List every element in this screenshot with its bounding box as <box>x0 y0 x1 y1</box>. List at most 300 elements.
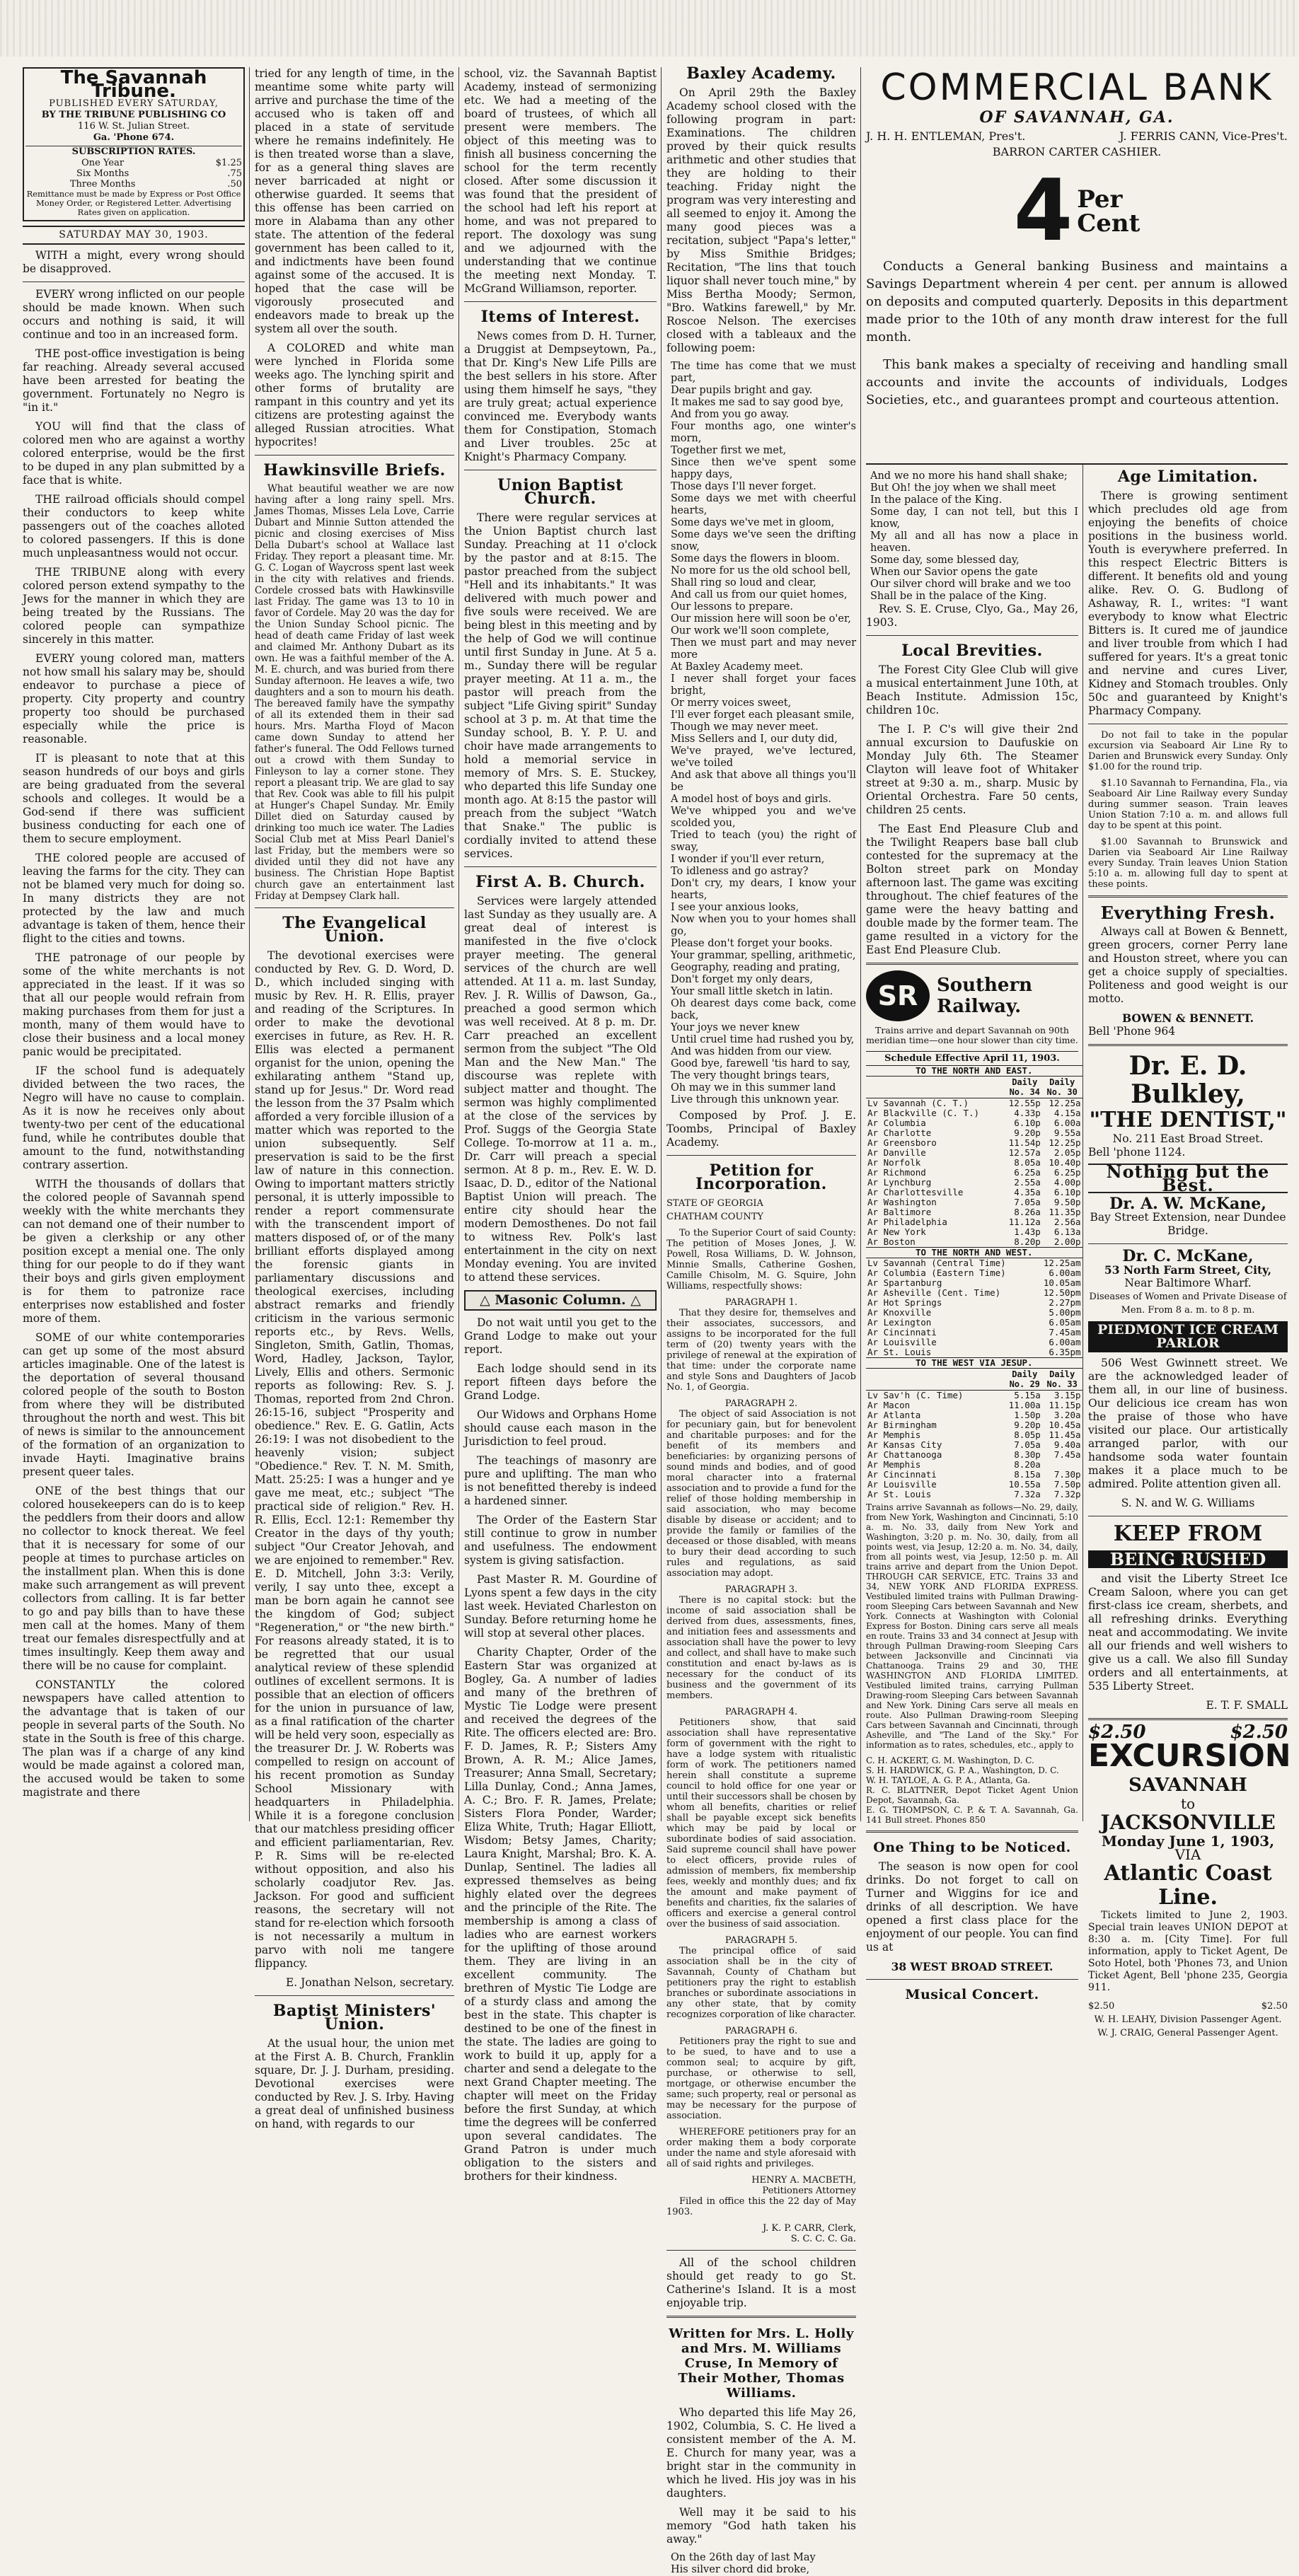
poem-line: Miss Sellers and I, our duty did, <box>671 733 838 745</box>
schedule-section: TO THE WEST VIA JESUP. <box>866 1358 1082 1369</box>
excursion-to: to <box>1180 1795 1196 1812</box>
train-time: 6.35pm <box>1049 1347 1081 1357</box>
poem-line: To idleness and go astray? <box>671 866 809 877</box>
article-signature: E. Jonathan Nelson, secretary. <box>285 1976 454 1989</box>
divider <box>666 1155 856 1156</box>
station-name: Ar Columbia <box>867 1118 926 1128</box>
train-time: 8.05a <box>1014 1157 1041 1168</box>
station-name: Ar Lexington <box>867 1317 932 1328</box>
paragraph-label: PARAGRAPH 6. <box>724 2026 798 2036</box>
station-name: Ar Hot Springs <box>867 1297 942 1308</box>
southern-railway-ad <box>866 970 1078 1021</box>
agent-line: C. H. ACKERT, G. M. Washington, D. C. <box>866 1756 1034 1765</box>
train-time: 8.20a <box>1014 1459 1041 1470</box>
train-time: 12.50pm <box>1043 1287 1081 1298</box>
editorial-paragraph: WITH the thousands of dollars that the colored people of Savannah spend weekly with the white merchants they can not demand one of their number to be given a clerkship or any other position except a menial one. The only thing for our people to do if they want their boys and girls given employment is for them to patronize race enterprises now established and foster more of them. <box>23 1178 245 1325</box>
divider <box>1088 895 1288 898</box>
bank-vice-president: J. FERRIS CANN, Vice-Pres't. <box>1119 129 1288 143</box>
notice-paragraph: $1.10 Savannah to Fernandina, Fla., via Seaboard Air Line Railway every Sunday during summer season. Train leaves Union Station 7:10 a. m. and allows full day to be spent at this point. <box>1088 778 1288 831</box>
train-time <box>1008 1328 1042 1338</box>
station-name: Ar Cincinnati <box>867 1327 937 1338</box>
divider <box>866 1979 1078 1980</box>
clerk-name: J. K. P. CARR, Clerk, <box>762 2223 856 2234</box>
train-time: 2.55a <box>1014 1177 1041 1188</box>
poem-line: Until cruel time had rushed you by, <box>671 1034 855 1045</box>
poem-line: Your small little sketch in latin. <box>671 986 833 997</box>
doctor-name: Dr. A. W. McKane, <box>1109 1195 1266 1213</box>
editorial-paragraph: IT is pleasant to note that at this season hundreds of our boys and girls are being graduated from the several schools and colleges. It would be a God-send if there was sufficient business conducting for each one of them to secure employment. <box>23 752 245 845</box>
article-heading: Local Brevities. <box>901 642 1043 660</box>
poem <box>666 361 856 1106</box>
station-name: Ar Boston <box>867 1236 916 1247</box>
station-name: Ar Kansas City <box>867 1439 942 1450</box>
train-time: 7.05a <box>1014 1439 1041 1450</box>
poem-line: Please don't forget your books. <box>671 938 833 949</box>
poem-line: Some day, some blessed day, <box>870 555 1020 566</box>
train-time: 2.00p <box>1053 1236 1081 1247</box>
excursion-via: VIA <box>1174 1846 1201 1863</box>
business-owner: E. T. F. SMALL <box>1206 1699 1288 1712</box>
editorial-paragraph: SOME of our white contemporaries can get up some of the most absurd articles imaginable. One of the latest is the deportation of several thousand colored people of the south to Boston from where they will be distributed throughout the north and west. This bit of news is similar to the announcement of the formation of an organization to invade Hayti. Imaginative brains present queer tales. <box>23 1331 245 1478</box>
schedule-title: Schedule Effective April 11, 1903. <box>866 1051 1078 1065</box>
masonic-emblem-icon: △ <box>480 1292 495 1308</box>
train-time: 8.15a <box>1014 1469 1041 1480</box>
editorial-paragraph: THE TRIBUNE along with every colored person extend sympathy to the Jews for the manner in which they are being treated by the Russians. The colored people can sympathize sincerely in this matter. <box>23 566 245 646</box>
column-rule <box>860 67 861 1821</box>
article-paragraph: All of the school children should get ready to go St. Catherine's Island. It is a most enjoyable trip. <box>666 2256 856 2309</box>
ad-banner: BEING RUSHED <box>1088 1550 1288 1568</box>
excursion-origin: SAVANNAH <box>1128 1775 1247 1796</box>
rate-price: .75 <box>227 168 242 179</box>
train-time: 4.33p <box>1014 1108 1041 1118</box>
station-name: Ar Asheville (Cent. Time) <box>867 1287 1001 1298</box>
agent-line: S. H. HARDWICK, G. P. A., Washington, D. C. <box>866 1765 1059 1775</box>
station-name: Ar Birmingham <box>867 1420 937 1430</box>
poem-line: Our lessons to prepare. <box>671 601 793 613</box>
article-paragraph: Each lodge should send in its report fifteen days before the Grand Lodge. <box>464 1362 657 1402</box>
train-time: 8.05p <box>1014 1429 1041 1440</box>
poem-line: I never shall forget your faces bright, <box>671 673 856 697</box>
article-paragraph: school, viz. the Savannah Baptist Academy, instead of sermonizing etc. We had a meeting of the board of trustees, of which all present were members. The object of this meeting was to finish all business concerning the school for the term recently closed. After some discussion it was found that the president of the school had left his report at home, and was not prepared to report. The doxology was sung and we adjourned with the understanding that we continue the meeting next Monday. T. McGrand Williamson, reporter. <box>464 67 657 295</box>
poem-line: Don't cry, my dears, I know your hearts, <box>671 878 856 901</box>
poem-line: Good bye, farewell 'tis hard to say, <box>671 1058 851 1069</box>
article-paragraph: Charity Chapter, Order of the Eastern Star was organized at Bogley, Ga. A number of ladies and many of the brethren of Mystic Tie Lodge were present and received the degrees of the Rite. The officers elected are: Bro. F. D. James, R. P.; Sisters Amy Brown, A. R. M.; Alice James, Treasurer; Anna Small, Secretary; Lilla Dunlay, Cond.; Anna James, A. C.; Bro. F. R. James, Prelate; Sisters Flora Ponder, Warder; Eliza White, Truth; Hagar Elliott, Wisdom; Betsy James, Charity; Laura Knight, Marshal; Bro. K. A. Dunlap, Sentinel. The ladies all expressed themselves as being highly elated over the degrees and the principle of the Rite. The membership is among a class of ladies who are earnest workers for the uplifting of those around them. They are living in an excellent community. The brethren of Mystic Tie Lodge are of a sturdy class and among the best in the state. This chapter is destined to be one of the finest in the state. The ladies are going to work to build it up, apply for a charter and send a delegate to the next Grand Chapter meeting. The chapter will meet on the Friday before the first Sunday, at which time the degrees will be conferred upon several candidates. The Grand Patron is under much obligation to the sisters and brothers for their kindness. <box>464 1646 657 2183</box>
poem-line: But Oh! the joy when we shall meet <box>870 482 1056 494</box>
poem-line: I wonder if you'll ever return, <box>671 854 825 865</box>
station-name: Ar Louisville <box>867 1337 937 1347</box>
paragraph-label: PARAGRAPH 1. <box>724 1297 798 1308</box>
poem-line: It makes me sad to say good bye, <box>671 397 844 408</box>
poem-line: No more for us the old school bell, <box>671 565 851 576</box>
passenger-agent: W. J. CRAIG, General Passenger Agent. <box>1097 2028 1278 2038</box>
train-time: 8.30p <box>1014 1449 1041 1460</box>
divider <box>1088 1718 1288 1720</box>
paragraph-label: PARAGRAPH 5. <box>724 1935 798 1946</box>
station-name: Ar Memphis <box>867 1429 921 1440</box>
train-time <box>1008 1308 1042 1318</box>
train-time: 7.32a <box>1014 1489 1041 1499</box>
train-time: 9.20p <box>1014 1420 1041 1430</box>
column-4 <box>666 64 856 2575</box>
train-time: 9.20p <box>1014 1127 1041 1138</box>
article-paragraph: The Order of the Eastern Star still continue to grow in number and usefulness. The endowment system is giving satisfaction. <box>464 1514 657 1567</box>
station-name: Ar Columbia (Eastern Time) <box>867 1267 1006 1278</box>
poem-line: And we no more his hand shall shake; <box>870 470 1068 482</box>
station-name: Ar Baltimore <box>867 1207 932 1217</box>
station-name: Lv Savannah (C. T.) <box>867 1098 969 1108</box>
bank-city: OF SAVANNAH, GA. <box>979 108 1174 127</box>
legal-county: CHATHAM COUNTY <box>666 1212 763 1222</box>
article-paragraph: The Forest City Glee Club will give a musical entertainment June 10th, at Beach Institute. Admission 15c, children 10c. <box>866 663 1078 716</box>
station-name: Ar Greensboro <box>867 1137 937 1148</box>
divider <box>464 866 657 867</box>
station-name: Ar Macon <box>867 1400 911 1410</box>
train-time: 3.20a <box>1053 1410 1081 1420</box>
editorial-paragraph: YOU will find that the class of colored men who are against a worthy colored enterprise, would be the first to be duped in any plan submitted by a face that is white. <box>23 420 245 487</box>
train-time: 9.50p <box>1053 1197 1081 1207</box>
masthead-line: 116 W. St. Julian Street. <box>78 121 190 132</box>
train-time: 7.45a <box>1053 1449 1081 1460</box>
train-time: 12.57a <box>1008 1147 1041 1158</box>
train-time: 7.05a <box>1014 1197 1041 1207</box>
article-heading: Written for Mrs. L. Holly and Mrs. M. Williams Cruse, In Memory of Their Mother, Thomas Williams. <box>669 2326 854 2401</box>
station-name: Ar Lynchburg <box>867 1177 932 1188</box>
railway-note: Trains arrive and depart Savannah on 90th meridian time—one hour slower than city time. <box>866 1025 1078 1045</box>
train-time: 4.00p <box>1053 1177 1081 1188</box>
legal-paragraph: The object of said Association is not for pecuniary gain, but for benevolent and charitable purposes: and for the benefit of its members and beneficiaries: by organizing persons of sound minds and bodies, and of good moral character into a fraternal association and to provide a fund for the relief of those holding membership in said association, who may become disable by disease or accident; and to provide the family or families of the deceased or those disabled, with means to bury their dead according to such rules and regulations, as said association may adopt. <box>666 1409 856 1579</box>
divider <box>1088 1243 1288 1244</box>
bank-president: J. H. H. ENTLEMAN, Pres't. <box>866 129 1026 143</box>
station-name: Ar Louisville <box>867 1479 937 1490</box>
excursion-destination: JACKSONVILLE <box>1100 1811 1276 1834</box>
article-paragraph: Past Master R. M. Gourdine of Lyons spent a few days in the city last week. Heviated Charleston on Sunday. Before returning home he will stop at several other places. <box>464 1573 657 1640</box>
poem-line: I see your anxious looks, <box>671 902 799 913</box>
excursion-price: $2.50 <box>1230 1722 1288 1743</box>
divider <box>866 635 1078 636</box>
editorial-paragraph: IF the school fund is adequately divided between the two races, the Negro will have no cause to complain. As it is now he receives only about twenty-two per cent of the educational fund, while he contributes double that amount to the fund, notwithstanding contrary assertion. <box>23 1064 245 1171</box>
train-time: 4.15a <box>1053 1108 1081 1118</box>
article-heading: Hawkinsville Briefs. <box>263 461 446 480</box>
train-time <box>1008 1268 1042 1278</box>
schedule-notes: Trains arrive Savannah as follows—No. 29, daily, from New York, Washington and Cincinnati, 5:10 a. m. No. 33, daily from New York and Washington, 3:20 p. m. No. 30, daily, from all points west, via Jesup, 12:20 a. m. No. 34, daily, from all points west, via Jesup, 12:50 p. m. All trains arrive and depart from the Union Depot. THROUGH CAR SERVICE, ETC. Trains 33 and 34, NEW YORK AND FLORIDA EXPRESS. Vestibuled limited trains with Pullman Drawing-room Sleeping Cars between Savannah and New York. Connects at Washington with Colonial Express for Boston. Dining cars serve all meals en route. Trains 33 and 34 connect at Jesup with through Pullman Drawing-room Sleeping Cars between Jacksonville and Cincinnati via Chattanooga. Trains 29 and 30, THE WASHINGTON AND FLORIDA LIMITED. Vestibuled limited trains, carrying Pullman Drawing-room Sleeping Cars between Savannah and New York. Dining Cars serve all meals en route. Also Pullman Drawing-room Sleeping Cars between Savannah and Cincinnati, through Asheville, and "The Land of the Sky." For information as to rates, schedules, etc., apply to <box>866 1502 1078 1750</box>
interest-rate-cent: Cent <box>1077 209 1141 238</box>
column-5 <box>866 470 1081 2002</box>
train-time <box>1008 1318 1042 1328</box>
train-time: 1.50p <box>1014 1410 1041 1420</box>
train-time <box>1008 1288 1042 1298</box>
article-heading: Age Limitation. <box>1117 468 1259 486</box>
train-time: 11.15p <box>1049 1400 1081 1410</box>
dentist-phone: Bell 'phone 1124. <box>1088 1146 1186 1159</box>
poem-line: Though we may never meet. <box>671 721 819 733</box>
poem-line: Those days I'll never forget. <box>671 481 816 492</box>
station-name: Ar Washington <box>867 1197 937 1207</box>
station-name: Ar Philadelphia <box>867 1217 947 1227</box>
divider <box>1088 1044 1288 1046</box>
business-address: 38 WEST BROAD STREET. <box>891 1960 1053 1973</box>
column-rule <box>661 67 662 1821</box>
article-heading: First A. B. Church. <box>475 873 645 891</box>
poem-line: Geography, reading and prating, <box>671 962 841 973</box>
poem-line: And was hidden from our view. <box>671 1046 832 1057</box>
ad-banner: PIEDMONT ICE CREAM PARLOR <box>1088 1321 1288 1352</box>
poem-line: Now when you to your homes shall go, <box>671 914 856 937</box>
doctor-address: 53 North Farm Street, City, <box>1104 1263 1272 1277</box>
bank-cashier: BARRON CARTER CASHIER. <box>992 145 1162 158</box>
agent-line: R. C. BLATTNER, Depot Ticket Agent Union Depot, Savannah, Ga. <box>866 1785 1078 1805</box>
poem-line: I'll ever forget each pleasant smile, <box>671 709 855 721</box>
railway-logo-icon: SR <box>866 970 930 1021</box>
divider <box>666 2316 856 2318</box>
masthead <box>23 67 245 221</box>
station-name: Ar New York <box>867 1226 926 1237</box>
doctor-services: Diseases of Women and Private Disease of Men. From 8 a. m. to 8 p. m. <box>1089 1292 1287 1316</box>
doctor-name: Dr. C. McKane, <box>1122 1247 1254 1265</box>
filed-note: Filed in office this the 22 day of May 1903. <box>666 2196 856 2217</box>
train-time: 4.35a <box>1014 1187 1041 1197</box>
article-paragraph: On April 29th the Baxley Academy school closed with the following program in part: Examinations. The children proved by their quick results arithmetic and other studies that they are holding to their teaching. Friday night the program was very interesting and all seemed to enjoy it. Among the many good pieces was a recitation, subject "Papa's letter," by Miss Smithie Bridges; Recitation, "The lins that touch liquor shall never touch mine," by Miss Bertha Moody; Sermon, "Bro. Watkins farewell," by Mr. Roscoe Nelson. The exercises closed with a tableaux and the following poem: <box>666 86 856 354</box>
train-time: 11.12a <box>1008 1217 1041 1227</box>
train-schedule-table <box>866 1065 1082 1499</box>
poem-line: Some days we've seen the drifting snow, <box>671 529 856 552</box>
attorney-name: HENRY A. MACBETH, <box>751 2175 856 2186</box>
train-time: 5.00pm <box>1049 1307 1081 1318</box>
train-time <box>1008 1338 1042 1347</box>
train-time: 8.26a <box>1014 1207 1041 1217</box>
article-heading: Items of Interest. <box>480 308 640 326</box>
column-rule <box>249 67 250 1821</box>
article-heading: One Thing to be Noticed. <box>873 1840 1071 1855</box>
article-paragraph: Well may it be said to his memory "God hath taken his away." <box>666 2506 856 2546</box>
station-name: Ar St. Louis <box>867 1489 932 1499</box>
article-paragraph: Services were largely attended last Sunday as they usually are. A great deal of interest is manifested in the five o'clock prayer meeting. The general services of the church are well attended. At 11 a. m. last Sunday, Rev. J. R. Willis of Dawson, Ga., preached a good sermon which was well received. At 8 p. m. Dr. Carr preached an excellent sermon from the subject "The Old Man and the New Man." The discourse was replete with subject matter and thought. The sermon was highly complimented at the close of the services by Prof. Suggs of the Georgia State College. To-morrow at 11 a. m., Dr. Carr will preach a special sermon. At 8 p. m., Rev. E. W. D. Isaac, D. D., editor of the National Baptist Union will preach. The entire city should hear the modern Demosthenes. Do not fail to witness Rev. Polk's last entertainment in the city on next Monday evening. You are invited to attend these services. <box>464 895 657 1284</box>
train-time: 6.00a <box>1053 1118 1081 1128</box>
train-time: 6.10p <box>1053 1187 1081 1197</box>
doctor-address: Near Baltimore Wharf. <box>1124 1277 1252 1289</box>
column-2 <box>255 67 454 2130</box>
bank-advertisement <box>866 67 1288 465</box>
clerk-title: S. C. C. C. Ga. <box>790 2234 856 2244</box>
station-name: Ar Norfolk <box>867 1157 921 1168</box>
excursion-price: $2.50 <box>1088 1722 1146 1743</box>
legal-notice <box>666 1228 856 2244</box>
notice-paragraph: $1.00 Savannah to Brunswick and Darien via Seaboard Air Line Railway every Sunday. Train leaves Union Station 5:10 a. m. allowing full day to spent at these points. <box>1088 837 1288 890</box>
excursion-prices <box>1088 2000 1288 2013</box>
article-paragraph: The season is now open for cool drinks. Do not forget to call on Turner and Wiggins for ice and drinks of all description. We have opened a first class place for the enjoyment of our people. You can find us at <box>866 1860 1078 1954</box>
schedule-section: TO THE NORTH AND EAST. <box>866 1066 1082 1077</box>
poem-signature: Composed by Prof. J. E. Toombs, Principal of Baxley Academy. <box>666 1109 856 1149</box>
notice-paragraph: Do not fail to take in the popular excursion via Seaboard Air Line Ry to Darien and Brunswick every Sunday. Only $1.00 for the round trip. <box>1088 730 1288 772</box>
station-name: Ar Chattanooga <box>867 1449 942 1460</box>
legal-paragraph: That they desire for, themselves and their associates, successors, and assigns to be incorporated for the full term of (20) twenty years with the privilege of renewal at the expiration of that time: under the corporate name and style Sons and Daughters of Jacob No. 1, of Georgia. <box>666 1308 856 1393</box>
remittance-note: Remittance must be made by Express or Post Office Money Order, or Registered Letter. Advertising Rates given on application. <box>26 189 241 217</box>
masonic-emblem-icon: △ <box>625 1292 641 1308</box>
poem-line: Oh dearest days come back, come back, <box>671 998 856 1021</box>
train-time: 6.05am <box>1049 1317 1081 1328</box>
poem-line: Since then we've spent some happy days, <box>671 457 856 480</box>
poem-line: Shall ring so loud and clear, <box>671 577 816 588</box>
article-paragraph: tried for any length of time, in the meantime some white party will arrive and purchase the time of the accused who is taken off and placed in a state of servitude where he remains indefinitely. He is then treated worse than a slave, for as a general thing slaves are never barricaded at night or otherwise guarded. It seems that this offense has been carried on more in Alabama than any other state. The attention of the federal government has been called to it, and indictments have been found against some of the accused. It is hoped that the case will be vigorously prosecuted and endeavors made to break up the system all over the south. <box>255 67 454 335</box>
train-time: 7.30p <box>1053 1469 1081 1480</box>
page-top-edge <box>0 0 1299 57</box>
poem-line: Our mission here will soon be o'er, <box>671 613 851 625</box>
editorial-paragraph: THE railroad officials should compel their conductors to keep white passengers out of the coaches alloted to colored passengers. If this is done much unpleasantness would not occur. <box>23 493 245 559</box>
interest-rate-number: 4 <box>1013 162 1073 260</box>
dentist-title: "THE DENTIST," <box>1089 1108 1287 1132</box>
train-time: 6.00am <box>1049 1337 1081 1347</box>
issue-date: SATURDAY MAY 30, 1903. <box>23 226 245 245</box>
schedule-header: Daily No. 33 <box>1042 1369 1082 1391</box>
legal-paragraph: WHEREFORE petitioners pray for an order making them a body corporate under the name and style aforesaid with all of said rights and privileges. <box>666 2127 856 2169</box>
paragraph-label: PARAGRAPH 4. <box>724 1707 798 1717</box>
station-name: Ar Memphis <box>867 1459 921 1470</box>
bank-officers <box>866 129 1288 143</box>
rate-label: Six Months <box>76 168 129 179</box>
column-1 <box>23 67 245 1821</box>
train-time: 7.50p <box>1053 1479 1081 1490</box>
train-time: 2.56a <box>1053 1217 1081 1227</box>
train-time: 7.32p <box>1053 1489 1081 1499</box>
legal-state: STATE OF GEORGIA <box>666 1198 763 1209</box>
rate-price: .50 <box>227 179 242 190</box>
station-name: Ar Charlottesville <box>867 1187 964 1197</box>
poem-line: Then we must part and may never more <box>671 637 856 661</box>
article-paragraph: There is growing sentiment which precludes old age from enjoying the benefits of choice positions in the business world. Youth is everywhere preferred. In this respect Electric Bitters is different. It benefits old and young alike. Rev. O. G. Budlong of Ashaway, R. I., writes: "I want everybody to know what Electric Bitters is. It cured me of jaundice and liver trouble from which I had suffered for years. It's a great tonic and nervine and cures Liver, Kidney and Stomach troubles. Only 50c and guaranteed by Knight's Pharmacy Company. <box>1088 489 1288 717</box>
railway-name: Southern <box>937 975 1033 996</box>
station-name: Ar Richmond <box>867 1167 926 1178</box>
article-paragraph: At the usual hour, the union met at the First A. B. Church, Franklin square, Dr. J. J. Durham, presiding. Devotional exercises were conducted by Rev. J. S. Irby. Having a great deal of unfinished business on hand, with regards to our <box>255 2037 454 2130</box>
divider <box>866 1831 1078 1833</box>
poem-line: And from you go away. <box>671 409 790 420</box>
paragraph-label: PARAGRAPH 3. <box>724 1584 798 1595</box>
poem-line: Together first we met, <box>671 445 787 456</box>
masthead-line: Ga. 'Phone 674. <box>93 132 175 143</box>
station-name: Ar St. Louis <box>867 1347 932 1357</box>
poem-line: His silver chord did broke, <box>671 2564 810 2575</box>
poem-line: In the palace of the King. <box>870 494 1003 506</box>
article-paragraph: The devotional exercises were conducted by Rev. G. D. Word, D. D., which included singing with music by Rev. H. R. Ellis, prayer and reading of the Scriptures. In order to make the devotional exercises in future, as Rev. H. R. Ellis was elected a permanent organist for the union, opening the exhilarating anthem "Stand up, stand up for Jesus." Dr. Word read the lesson from the 37 Psalm which afforded a very forcible illusion of a matter which was reported to the union subsequently. Self preservation is said to be the first law of nature in this connection. Owing to important matters strictly personal, it is utterly impossible to render a report commensurate with the transcendent import of matters disposed of, or of the many brilliant efforts displayed among the forensic giants in parliamentary discussions and theological exercises, including abstract remarks and friendly criticism in the various sermonic reports etc., by Revs. Wells, Singleton, Smith, Gatlin, Thomas, Word, Hadley, Jackson, Taylor, Lively, Ellis and others. Sermonic reports as following: Rev. S. J. Thomas, reported from 2nd Chron. 26:15-16, subject "Prosperity and obedience." Rev. E. G. Gatlin, Acts 26:19: I was not disobedient to the heavenly vision; subject "Obedience." Rev. T. N. M. Smith, Matt. 25:25: I was a hunger and ye gave me meat, etc.; subject "The practical side of religion." Rev. H. R. Ellis, Eccl. 12:1: Remember thy Creator in the days of thy youth; subject "Our Creator Jehovah, and we are enjoined to remember." Rev. E. D. Mitchell, John 3:3: Verily, verily, I say unto thee, except a man be born again he cannot see the kingdom of God; subject "Regeneration," or "the new birth." For reasons already stated, it is to be regretted that our usual analytical review of these splendid outlines of excellent sermons. It is possible that an election of officers for the union in pursuance of law, as a final ratification of the charter will be held very soon, especially as the treasurer Dr. J. W. Roberts was compelled to resign on account of his recent promotion as Sunday School Missionary with headquarters in Philadelphia. While it is a foregone conclusion that our matchless presiding officer and efficient parliamentarian, Rev. P. R. Sims will be re-elected without opposition, and also his scholarly coadjutor Rev. Jas. Jackson. For good and sufficient reasons, the secretary will not stand for re-election which forsooth is not necessarily a multum in parvo with noli me tangere flippancy. <box>255 949 454 1970</box>
train-time: 12.55p <box>1008 1098 1041 1108</box>
article-paragraph: A COLORED and white man were lynched in Florida some weeks ago. The lynching spirit and other forms of brutality are rampant in this country and yet its citizens are protesting against the alleged Russian atrocities. What hypocrites! <box>255 342 454 448</box>
legal-paragraph: The principal office of said association shall be in the city of Savannah, County of Chatham but petitioners pray the right to establish branches or subordinate associations in any other state, that by comity recognizes corporation of like character. <box>666 1946 856 2020</box>
train-time <box>1008 1258 1042 1269</box>
editorial-paragraph: WITH a might, every wrong should be disapproved. <box>23 249 245 275</box>
train-time: 6.25a <box>1014 1167 1041 1178</box>
subscription-rates <box>25 158 242 190</box>
ad-heading: KEEP FROM <box>1113 1521 1263 1546</box>
poem-line: Tried to teach (you) the right of sway, <box>671 830 856 853</box>
train-time: 9.55a <box>1053 1127 1081 1138</box>
poem-line: Your grammar, spelling, arithmetic, <box>671 950 856 961</box>
article-paragraph: The East End Pleasure Club and the Twilight Reapers base ball club contested for the supremacy at the Bolton street park on Monday afternoon last. The game was exciting throughout. The chief features of the game were the heavy batting and double made by the former team. The game resulted in a victory for the East End Pleasure Club. <box>866 823 1078 956</box>
column-6 <box>1088 468 1291 2038</box>
article-paragraph: Who departed this life May 26, 1902, Columbia, S. C. He lived a consistent member of the A. M. E. Church for many year, was a bright star in the community in which he lived. His joy was in his daughters. <box>666 2406 856 2500</box>
train-time: 10.40p <box>1049 1157 1081 1168</box>
train-time: 2.05p <box>1053 1147 1081 1158</box>
excursion-title: EXCURSION <box>1088 1738 1291 1774</box>
dentist-address: No. 211 East Broad Street. <box>1112 1132 1264 1145</box>
train-time: 11.54p <box>1008 1137 1041 1148</box>
legal-paragraph: Petitioners pray the right to sue and to be sued, to have and to use a common seal; to acquire by gift, purchase, or otherwise to sell, mortgage, or otherwise encumber the same; such property, real or personal as may be necessary for the purpose of association. <box>666 2036 856 2121</box>
dentist-name: Dr. E. D. Bulkley, <box>1128 1051 1247 1109</box>
article-paragraph: The I. P. C's will give their 2nd annual excursion to Daufuskie on Monday July 6th. The Steamer Clayton will leave foot of Whitaker street at 9:30 a. m., sharp. Music by Oriental Orchestra. Fare 50 cents, children 25 cents. <box>866 723 1078 816</box>
poem-line: Four months ago, one winter's morn, <box>671 421 856 444</box>
poem-line: When our Savior opens the gate <box>870 567 1038 578</box>
station-name: Ar Danville <box>867 1147 926 1158</box>
business-name: BOWEN & BENNETT. <box>1121 1011 1254 1025</box>
poem-line: At Baxley Academy meet. <box>671 661 804 673</box>
article-heading: Petition for Incorporation. <box>695 1161 827 1193</box>
paragraph-label: PARAGRAPH 2. <box>724 1398 798 1409</box>
editorial-paragraph: ONE of the best things that our colored housekeepers can do is to keep the peddlers from their doors and allow no collector to knock thereat. We feel that it is necessary for some of our people at times to purchase articles on the installment plan. When this is done make such arrangement as will prevent collectors from calling. It is far better to go and pay bills than to have these men call at the homes. Many of them treat our females disrespectfully and at times insultingly. Keep them away and there will be no cause for complaint. <box>23 1485 245 1672</box>
article-heading: Musical Concert. <box>905 1987 1039 2002</box>
article-paragraph: There were regular services at the Union Baptist church last Sunday. Preaching at 11 o'clock by the pastor and at 8:15. The pastor preached from the subject "Hell and its inhabitants." It was delivered with much power and five souls were received. We are being blest in this meeting and by the help of God we will continue until first Sunday in June. At 5 a. m., Sunday there will be regular prayer meeting. At 11 a. m., the pastor will preach from the subject "Life Giving spirit" Sunday school at 3 p. m. At that time the Sunday school, B. Y. P. U. and choir have made arrangements to hold a memorial service in memory of Mrs. S. E. Stuckey, who departed this life Sunday one month ago. At 8:15 the pastor will preach from the subject "Watch that Snake." The public is cordially invited to attend these services. <box>464 511 657 860</box>
agent-line: W. H. TAYLOE, A. G. P. A., Atlanta, Ga. <box>866 1775 1031 1785</box>
editorial-paragraph: THE colored people are accused of leaving the farms for the city. They can not be blamed very much for doing so. In many districts they are not protected by the law and much advantage is taken of them, hence their flight to the cities and towns. <box>23 852 245 945</box>
masonic-column-banner <box>464 1290 657 1311</box>
station-name: Ar Cincinnati <box>867 1469 937 1480</box>
passenger-agent: W. H. LEAHY, Division Passenger Agent. <box>1094 2014 1282 2025</box>
train-time <box>1008 1278 1042 1288</box>
column-rule <box>458 67 459 1821</box>
train-time: 12.25am <box>1043 1258 1081 1268</box>
editorial-paragraph: THE post-office investigation is being far reaching. Already several accused have been arrested for beating the government. Fortunately no Negro is "in it." <box>23 347 245 414</box>
excursion-price: $2.50 <box>1261 2001 1288 2012</box>
train-time: 6.13a <box>1053 1226 1081 1237</box>
schedule-section: TO THE NORTH AND WEST. <box>866 1248 1082 1258</box>
article-heading: The Evangelical Union. <box>282 914 427 946</box>
ad-paragraph: and visit the Liberty Street Ice Cream Saloon, where you can get first-class ice cream, sherbets, and all refreshing drinks. Everything neat and accommodating. We invite all our friends and well wishers to give us a call. We also fill Sunday orders and all entertainments, at 535 Liberty Street. <box>1088 1572 1288 1693</box>
train-time <box>1042 1460 1082 1470</box>
station-name: Ar Blackville (C. T.) <box>867 1108 980 1118</box>
train-time: 12.25p <box>1049 1137 1081 1148</box>
poem-signature: Rev. S. E. Cruse, Clyo, Ga., May 26, 1903. <box>866 603 1078 629</box>
train-time: 11.35p <box>1049 1207 1081 1217</box>
poem-line: Dear pupils bright and gay. <box>671 385 813 396</box>
excursion-date: Monday June 1, 1903, <box>1101 1833 1275 1850</box>
poem-line: Our silver chord will brake and we too <box>870 579 1071 590</box>
divider <box>464 301 657 302</box>
station-name: Ar Knoxville <box>867 1307 932 1318</box>
legal-paragraph: There is no capital stock: but the income of said association shall be derived from dues, assessments, fines, and initiation fees and assessments and association shall have the power to levy and collect, and shall have to make such constitution and enact by-laws as is necessary for the conduct of its business and the government of its members. <box>666 1595 856 1701</box>
poem-line: And call us from our quiet homes, <box>671 589 848 601</box>
editorial-paragraph: THE patronage of our people by some of the white merchants is not appreciated in the least. If it was so that all our people would refrain from making purchases from them for just a month, many of them would have to close their business and a local money panic would be precipitated. <box>23 951 245 1058</box>
bank-name: COMMERCIAL BANK <box>880 66 1274 109</box>
station-name: Ar Spartanburg <box>867 1277 942 1288</box>
train-time: 10.55a <box>1008 1479 1041 1490</box>
train-time: 11.00a <box>1008 1400 1041 1410</box>
ad-banner: Nothing but the Best. <box>1088 1164 1288 1193</box>
divider <box>255 907 454 908</box>
doctor-address: Bay Street Extension, near Dundee Bridge. <box>1090 1211 1286 1237</box>
column-3 <box>464 67 657 2183</box>
article-paragraph: What beautiful weather we are now having after a long rainy spell. Mrs. James Thomas, Misses Lela Love, Carrie Dubart and Minnie Sutton attended the picnic and closing exercises of Miss Della Dubart's school at Wallace last Friday. They report a pleasant time. Mr. G. C. Logan of Waycross spent last week in the city with relatives and friends. Cordele crossed bats with Hawkinsville last Friday. The game was 13 to 10 in favor of Cordele. May 20 was the day for the Union Sunday School picnic. The head of death came Friday of last week and claimed Mr. Anthony Dubart as its own. He was a faithful member of the A. M. E. church, and was buried from there Sunday afternoon. He leaves a wife, two daughters and a son to mourn his death. The bereaved family have the sympathy of all its extended them in their sad hours. Mrs. Martha Floyd of Macon came down Sunday to attend her father's funeral. The Odd Fellows turned out a crowd with them Sunday to Finleyson to lay a corner stone. They report a pleasant trip. We are glad to say that Rev. Cook was able to fill his pulpit at Hunger's Chapel Sunday. Mr. Emily Dillet died on Saturday caused by drinking too much ice water. The Ladies Social Club met at Miss Pearl Daniel's last Friday, but the members were so divided until they did not have any business. The Christian Hope Baptist church gave an entertainment last Friday at Dempsey Clark hall. <box>255 483 454 902</box>
train-time: 9.40a <box>1053 1439 1081 1450</box>
editorial-paragraph: CONSTANTLY the colored newspapers have called attention to the advantage that is taken of our people in several parts of the South. No state in the South is free of this charge. The plan was if a charge of any kind would be made against a colored man, the accused would be taken to some magistrate and there <box>23 1678 245 1799</box>
editorial-paragraph: EVERY young colored man, matters not how small his salary may be, should endeavor to purchase a piece of property. City property and country property too should be purchased especially while the price is reasonable. <box>23 652 245 745</box>
article-paragraph: Our Widows and Orphans Home should cause each mason in the Jurisdiction to feel proud. <box>464 1408 657 1448</box>
poem-line: We've whipped you and we've scolded you, <box>671 806 856 829</box>
ad-paragraph: Always call at Bowen & Bennett, green grocers, corner Perry lane and Houston street, where you can get a choice supply of specialties. Politeness and good weight is our motto. <box>1088 925 1288 1005</box>
train-time: 6.10p <box>1014 1118 1041 1128</box>
station-name: Ar Atlanta <box>867 1410 921 1420</box>
article-paragraph: The teachings of masonry are pure and uplifting. The man who is not benefitted thereby is indeed a hardened sinner. <box>464 1454 657 1507</box>
train-time: 8.20p <box>1014 1236 1041 1247</box>
train-time: 11.45a <box>1049 1429 1081 1440</box>
article-heading: Union Baptist Church. <box>497 476 623 508</box>
section-title: Masonic Column. <box>495 1292 626 1308</box>
divider <box>255 455 454 456</box>
